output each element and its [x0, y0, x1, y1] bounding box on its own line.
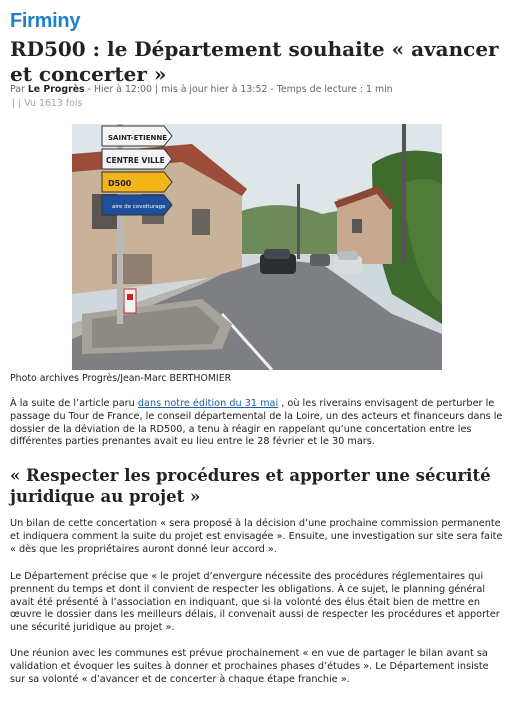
road-photo-icon	[72, 124, 442, 370]
edition-link[interactable]: dans notre édition du 31 mai	[137, 398, 279, 409]
article-photo[interactable]	[72, 124, 442, 370]
svg-text:SAINT-ETIENNE: SAINT-ETIENNE	[108, 134, 168, 142]
article-subheading: « Respecter les procédures et apporter une sécurité juridique au projet »	[10, 466, 491, 506]
p1-text-before: À la suite de l’article paru	[10, 398, 138, 409]
section-label[interactable]: Firminy	[10, 10, 81, 32]
article-headline: RD500 : le Département souhaite « avancer et concerter »	[10, 37, 499, 86]
byline	[10, 84, 393, 95]
byline-meta: - Hier à 12:00 | mis à jour hier à 13:52 - Temps de lecture : 1 min	[84, 84, 393, 95]
article-paragraph-3: Le Département précise que « le projet d’envergure nécessite des procédures réglementaires qui prennent du temps et dont il convient de respecter les obligations. À ce sujet, le planning général avait été présenté à l’association en indiquant, que si la volonté des élus était bien de mettre en œuvre le dossier dans les meilleurs délais, il convenait aussi de respecter les procédures et apporter une sécurité juridique au projet ».	[10, 571, 500, 634]
byline-prefix: Par	[10, 84, 25, 95]
photo-caption: Photo archives Progrès/Jean-Marc BERTHOMIER	[10, 373, 232, 384]
svg-text:CENTRE VILLE: CENTRE VILLE	[106, 156, 165, 165]
p1-text-after: , où les riverains envisagent de perturber le passage du Tour de France, le conseil départemental de la Loire, un des acteurs et financeurs dans le dossier de la déviation de la RD500, a tenu à réagir en rappelant qu’une concertation entre les différentes parties prenantes avait eu lieu entre le 28 février et le 30 mars.	[10, 398, 503, 448]
article-paragraph-2: Un bilan de cette concertation « sera proposé à la décision d’une prochaine commission permanente et indiquera comment la suite du projet est envisagée ». Ensuite, une investigation sur site sera faite « dès que les propriétaires auront donné leur accord ».	[10, 518, 503, 555]
article-paragraph-4: Une réunion avec les communes est prévue prochainement « en vue de partager le bilan avant sa validation et évoquer les suites à donner et prochaines phases d’études ». Le Département insiste sur sa volonté « d’avancer et de concerter à chaque étape franchie ».	[10, 648, 489, 685]
svg-text:aire de covoiturage: aire de covoiturage	[112, 204, 166, 210]
view-count: | | Vu 1613 fois	[12, 98, 83, 109]
byline-author[interactable]: Le Progrès	[27, 84, 85, 95]
svg-text:D500: D500	[108, 179, 132, 188]
article-paragraph-1	[10, 398, 506, 449]
